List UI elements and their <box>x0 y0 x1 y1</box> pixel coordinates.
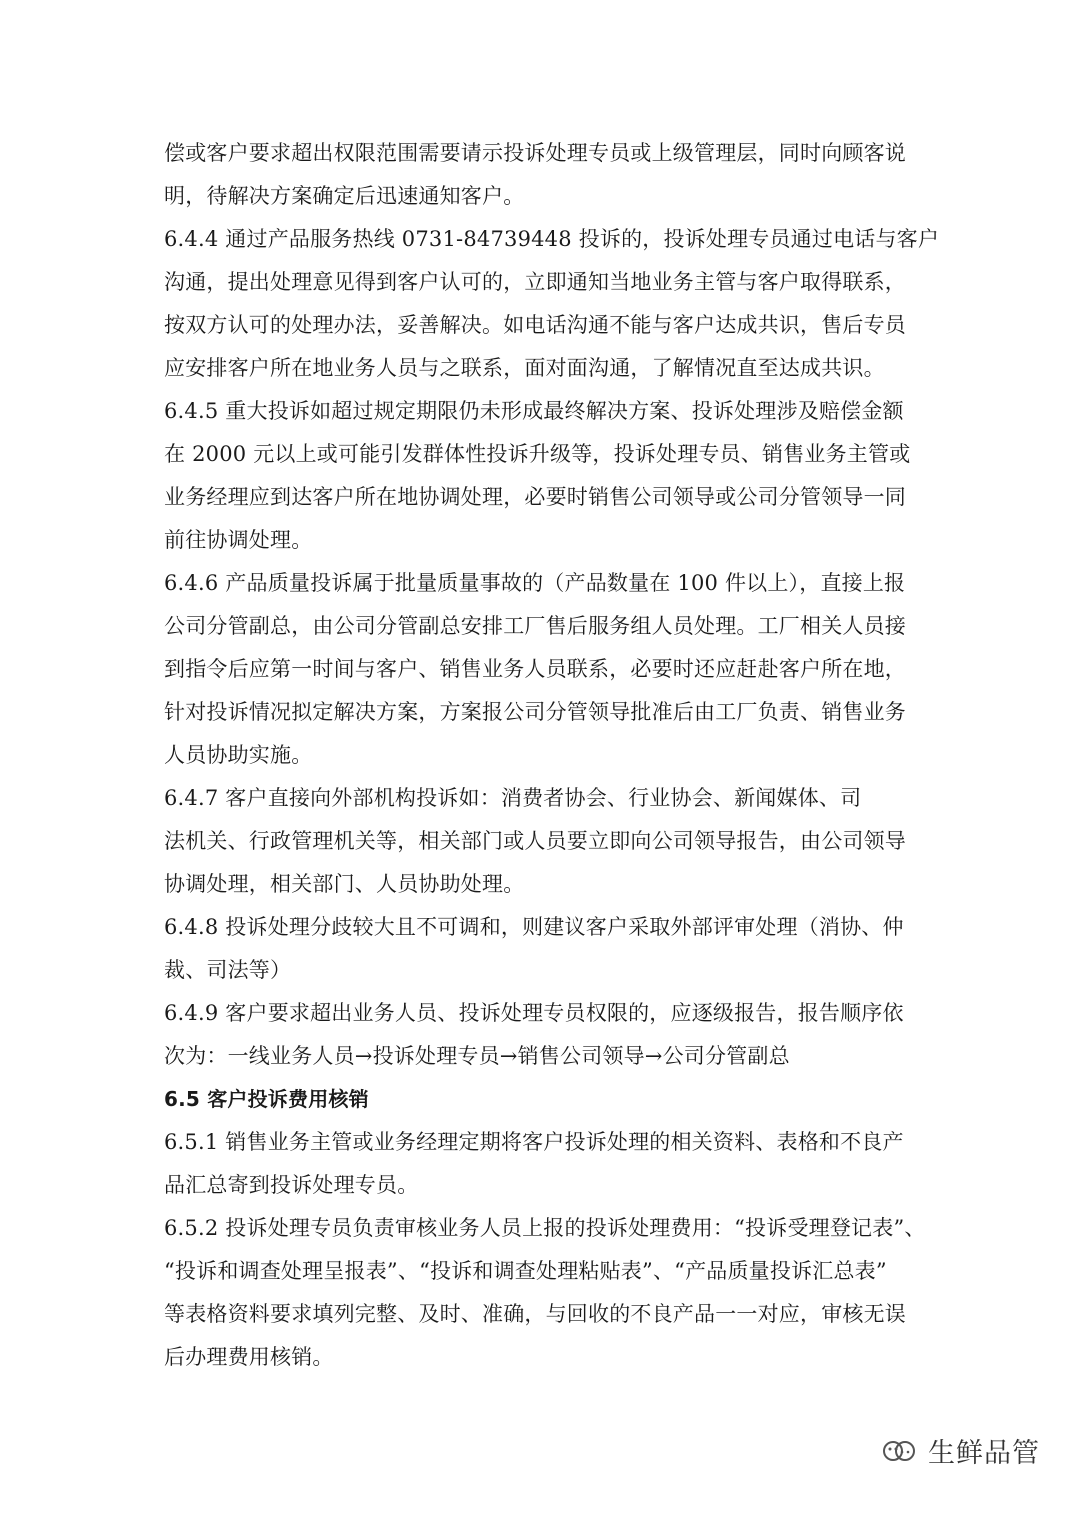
text-line: 按双方认可的处理办法，妥善解决。如电话沟通不能与客户达成共识，售后专员 <box>164 313 906 337</box>
text-line: 协调处理，相关部门、人员协助处理。 <box>164 872 525 896</box>
text-line: 公司分管副总，由公司分管副总安排工厂售后服务组人员处理。工厂相关人员接 <box>164 614 906 638</box>
text-line: 次为：一线业务人员→投诉处理专员→销售公司领导→公司分管副总 <box>164 1044 790 1068</box>
text-line: 后办理费用核销。 <box>164 1345 334 1369</box>
clause-6-4-5: 6.4.5 重大投诉如超过规定期限仍未形成最终解决方案、投诉处理涉及赔偿金额 <box>164 399 904 423</box>
clause-6-4-4: 6.4.4 通过产品服务热线 0731-84739448 投诉的，投诉处理专员通过电话与客户 <box>164 227 940 251</box>
text-line: 等表格资料要求填列完整、及时、准确，与回收的不良产品一一对应，审核无误 <box>164 1302 906 1326</box>
text-line: 人员协助实施。 <box>164 743 313 767</box>
text-line: 偿或客户要求超出权限范围需要请示投诉处理专员或上级管理层，同时向顾客说 <box>164 141 906 165</box>
text-line: 品汇总寄到投诉处理专员。 <box>164 1173 419 1197</box>
clause-6-5-1: 6.5.1 销售业务主管或业务经理定期将客户投诉处理的相关资料、表格和不良产 <box>164 1130 904 1154</box>
text-line: 明，待解决方案确定后迅速通知客户。 <box>164 184 525 208</box>
clause-6-5-2: 6.5.2 投诉处理专员负责审核业务人员上报的投诉处理费用：“投诉受理登记表”、 <box>164 1216 926 1240</box>
section-heading-6-5: 6.5 客户投诉费用核销 <box>164 1087 369 1111</box>
clause-6-4-8: 6.4.8 投诉处理分歧较大且不可调和，则建议客户采取外部评审处理（消协、仲 <box>164 915 904 939</box>
text-line: “投诉和调查处理呈报表”、“投诉和调查处理粘贴表”、“产品质量投诉汇总表” <box>164 1259 887 1283</box>
clause-6-4-7: 6.4.7 客户直接向外部机构投诉如：消费者协会、行业协会、新闻媒体、司 <box>164 786 862 810</box>
text-line: 针对投诉情况拟定解决方案，方案报公司分管领导批准后由工厂负责、销售业务 <box>164 700 906 724</box>
document-body <box>164 132 940 1379</box>
watermark-text: 生鲜品管 <box>928 1438 1040 1469</box>
text-line: 应安排客户所在地业务人员与之联系，面对面沟通，了解情况直至达成共识。 <box>164 356 885 380</box>
clause-6-4-9: 6.4.9 客户要求超出业务人员、投诉处理专员权限的，应逐级报告，报告顺序依 <box>164 1001 904 1025</box>
text-line: 前往协调处理。 <box>164 528 313 552</box>
clause-6-4-6: 6.4.6 产品质量投诉属于批量质量事故的（产品数量在 100 件以上），直接上报 <box>164 571 906 595</box>
text-line: 法机关、行政管理机关等，相关部门或人员要立即向公司领导报告，由公司领导 <box>164 829 906 853</box>
text-line: 业务经理应到达客户所在地协调处理，必要时销售公司领导或公司分管领导一同 <box>164 485 906 509</box>
text-line: 沟通，提出处理意见得到客户认可的，立即通知当地业务主管与客户取得联系， <box>164 270 906 294</box>
wechat-official-account-icon <box>880 1435 920 1467</box>
text-line: 裁、司法等） <box>164 958 292 982</box>
text-line: 在 2000 元以上或可能引发群体性投诉升级等，投诉处理专员、销售业务主管或 <box>164 442 911 466</box>
text-line: 到指令后应第一时间与客户、销售业务人员联系，必要时还应赶赴客户所在地， <box>164 657 906 681</box>
watermark <box>880 1431 1040 1470</box>
